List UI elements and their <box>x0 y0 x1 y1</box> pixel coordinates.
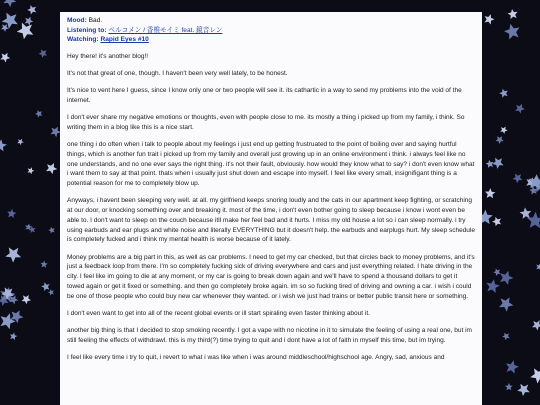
post-paragraph: It's nice to vent here I guess, since I know only one or two people will see it. its cathartic in a way to send my problems into the void of the internet. <box>67 87 462 104</box>
star-icon <box>5 247 21 262</box>
star-icon <box>7 209 16 218</box>
star-icon <box>41 261 48 268</box>
watching-link[interactable]: Rapid Eyes #10 <box>100 36 149 44</box>
star-icon <box>27 5 36 14</box>
star-icon <box>10 333 17 341</box>
star-icon <box>17 139 24 145</box>
star-icon <box>517 384 530 396</box>
post-paragraph: I don't ever share my negative emotions or thoughts, even with people close to me. its mostly a thing i picked up from my family, i think. So writing them in a blog like this is a nice start. <box>67 114 465 131</box>
star-icon <box>485 14 495 24</box>
star-icon <box>0 53 10 63</box>
star-icon <box>25 17 34 26</box>
mood-line <box>67 16 475 26</box>
post-paragraph: Money problems are a big part in this, as well as car problems. I need to get my car checked, but that circles back to money problems, and it's just a feedback loop from there. I'm so completely fucking sick of driving everywhere and cars and just everything related. I hate driving in the city. I feel like im going to die at any moment, or my car is going to break down again and we'll have to spend a thousand dollars to get it towed again or get it fixed or something. and then go completely broke again. im so so fucking tired of driving and owning a car. i wish i could be one of those people who could buy new car whenever they wanted. or i wish we just had trains or better public transit here or something. <box>67 253 475 300</box>
star-icon <box>500 271 514 285</box>
star-icon <box>48 227 54 234</box>
post-paragraph: another big thing is that I decided to stop smoking recently. I got a vape with no nicotine in it to simulate the feeling of using a real one, but im still feeling the effects of withdrawl. this is my third(?) time trying to quit and i dont have a lot of faith in myself this time, but im trying. <box>67 327 472 344</box>
post-paragraph: It's not that great of one, though. I haven't been very well lately, to be honest. <box>67 69 288 77</box>
star-icon <box>527 212 540 228</box>
post-paragraph: one thing i do often when i talk to people about my feelings i just end up getting frustruated to the point of boiling over and saying hurtful things, which is another fun trait i picked up from my family and overall just growing up in an online environment i think. i always feel like no one understands, and no one ever says the right thing. it's not their fault, obviously. how would they know what to say? i don't even know what i want them to say at that point. thats when i usually just shut down and escape into myself. I feel like every small, insignifigant thing is a potential reason for me to completely blow up. <box>67 141 475 188</box>
star-icon <box>520 207 532 219</box>
star-icon <box>536 263 540 270</box>
post-paragraph: Anyways, i havent been sleeping very well. at all. my girlfriend keeps snoring loudly and the cats in our apartment keep fighting, or scratching at our door, or knocking something over and breaking it. most of the time, i don't even bother going to sleep because i know i wont even be able to. I don't want to sleep on the couch because itll make her feel bad and it hurts. I miss my old house a lot so i can sleep normally. i try using earbuds and ear plugs and white noise and literally EVERYTHING but it doesn't help. the earbuds and earplugs hurt. My sleep schedule is completely fucked and i think my mental health is worse because of it lately. <box>67 197 475 244</box>
watching-label: Watching: <box>67 36 99 44</box>
post-paragraph: Hey there! it's another blog!! <box>67 52 149 60</box>
star-icon <box>1 24 9 32</box>
star-icon <box>499 89 508 98</box>
star-icon <box>39 49 48 58</box>
post-paragraph: I don't even want to get into all of the recent global events or ill start spiraling even faster thinking about it. <box>67 309 370 317</box>
listening-line <box>67 26 475 36</box>
star-icon <box>530 368 540 383</box>
star-icon <box>486 160 494 168</box>
star-icon <box>496 136 504 144</box>
star-icon <box>500 127 507 134</box>
mood-value: Bad. <box>88 17 103 24</box>
star-icon <box>504 24 519 40</box>
star-icon <box>35 110 42 118</box>
status-block <box>67 16 475 45</box>
star-icon <box>502 333 510 341</box>
star-icon <box>486 279 499 293</box>
star-icon <box>532 320 540 330</box>
star-icon <box>17 23 34 40</box>
star-icon <box>48 289 54 295</box>
star-icon <box>499 297 514 311</box>
star-icon <box>515 104 525 114</box>
star-icon <box>22 295 32 304</box>
star-icon <box>28 167 35 174</box>
star-icon <box>492 217 501 226</box>
star-icon <box>485 188 495 198</box>
star-icon <box>506 360 519 373</box>
star-icon <box>0 139 7 151</box>
blog-post <box>60 12 482 405</box>
star-icon <box>46 163 57 174</box>
star-icon <box>492 158 504 169</box>
star-icon <box>508 9 518 19</box>
star-icon <box>41 282 50 291</box>
listening-link[interactable]: ベルコメン / 香椎モイミ feat. 鏡音レン <box>108 26 223 34</box>
watching-line <box>67 35 475 45</box>
listening-label: Listening to: <box>67 26 107 34</box>
post-paragraph: I feel like every time i try to quit, i revert to what i was like when i was around middleschool/highschool age. Angry, sad, anxious and <box>67 354 445 362</box>
star-icon <box>505 383 513 391</box>
star-icon <box>493 269 500 277</box>
mood-label: Mood: <box>67 17 87 24</box>
star-icon <box>513 174 523 184</box>
star-icon <box>3 0 16 7</box>
